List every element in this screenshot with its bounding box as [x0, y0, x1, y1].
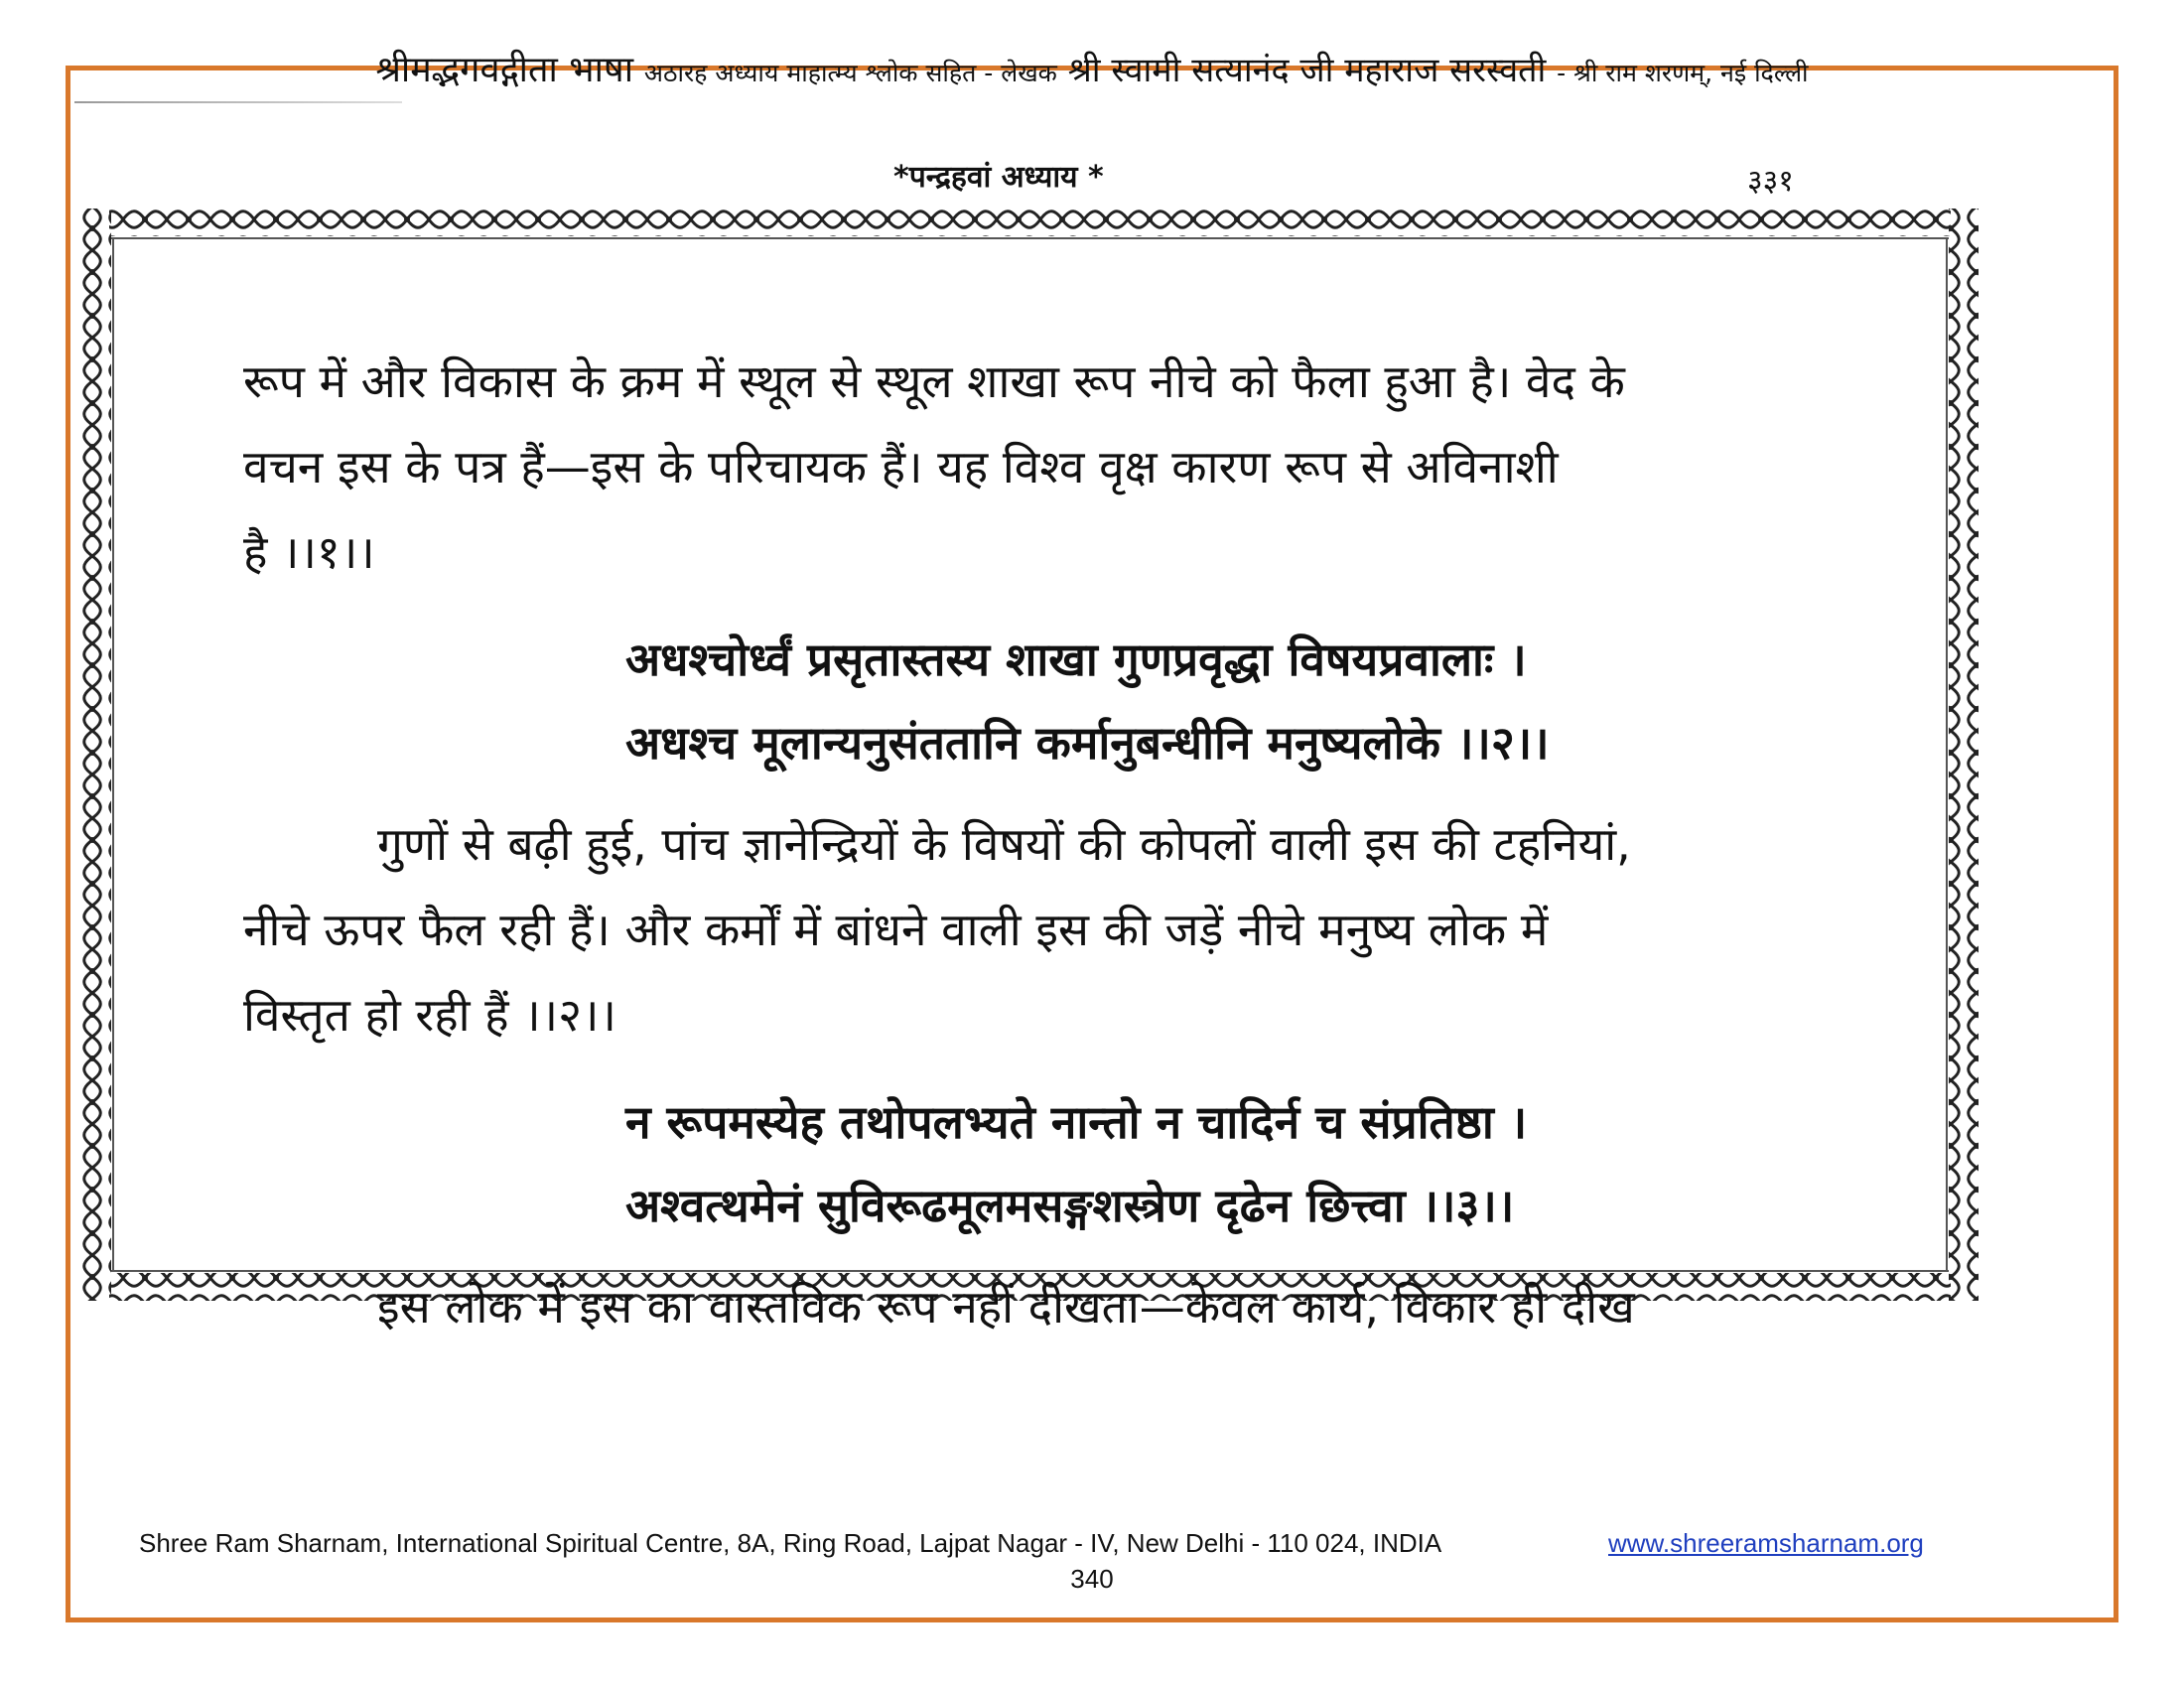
border-right: [1949, 209, 1979, 1301]
border-top: [109, 209, 1951, 236]
footer-address: Shree Ram Sharnam, International Spiritual Centre, 8A, Ring Road, Lajpat Nagar - IV, New Delhi - 110 024, INDIA: [139, 1528, 1442, 1558]
prose-line: गुणों से बढ़ी हुई, पांच ज्ञानेन्द्रियों के विषयों की कोपलों वाली इस की टहनियां,: [377, 817, 1631, 871]
prose-line: रूप में और विकास के क्रम में स्थूल से स्थूल शाखा रूप नीचे को फैला हुआ है। वेद के: [243, 354, 1625, 408]
footer-page-number: 340: [1070, 1564, 1114, 1594]
prose-line: है ।।१।।: [243, 525, 375, 579]
header-publisher: - श्री राम शरणम्, नई दिल्ली: [1557, 59, 1809, 87]
page-header: [0, 44, 2184, 92]
verse-line: अधश्चोर्ध्वं प्रसृतास्तस्य शाखा गुणप्रवृद्धा विषयप्रवालाः ।: [625, 633, 1527, 686]
header-author: श्री स्वामी सत्यानंद जी महाराज सरस्वती: [1067, 51, 1547, 90]
verse-line: अधश्च मूलान्यनुसंततानि कर्मानुबन्धीनि मनुष्यलोके ।।२।।: [625, 716, 1550, 770]
prose-line: इस लोक में इस का वास्तविक रूप नहीं दीखता—केवल कार्य, विकार ही दीख: [377, 1280, 1635, 1334]
prose-line: विस्तृत हो रही हैं ।।२।।: [243, 988, 616, 1042]
chapter-title: *पन्द्रहवां अध्याय *: [893, 160, 1104, 195]
website-link[interactable]: www.shreeramsharnam.org: [1608, 1528, 1924, 1558]
header-book-title: श्रीमद्भगवद्गीता भाषा: [375, 50, 634, 90]
scan-page-number: ३३१: [1747, 164, 1794, 199]
prose-line: वचन इस के पत्र हैं—इस के परिचायक हैं। यह विश्व वृक्ष कारण रूप से अविनाशी: [243, 440, 1559, 493]
prose-line: नीचे ऊपर फैल रही हैं। और कर्मों में बांधने वाली इस की जड़ें नीचे मनुष्य लोक में: [243, 903, 1549, 956]
header-divider: [74, 101, 402, 103]
border-left: [81, 209, 111, 1301]
header-subtitle: अठारह अध्याय माहात्म्य श्लोक सहित - लेखक: [643, 59, 1057, 87]
verse-line: अश्वत्थमेनं सुविरूढमूलमसङ्गशस्त्रेण दृढेन छित्त्वा ।।३।।: [625, 1179, 1515, 1232]
verse-line: न रूपमस्येह तथोपलभ्यते नान्तो न चादिर्न च संप्रतिष्ठा ।: [625, 1095, 1528, 1149]
